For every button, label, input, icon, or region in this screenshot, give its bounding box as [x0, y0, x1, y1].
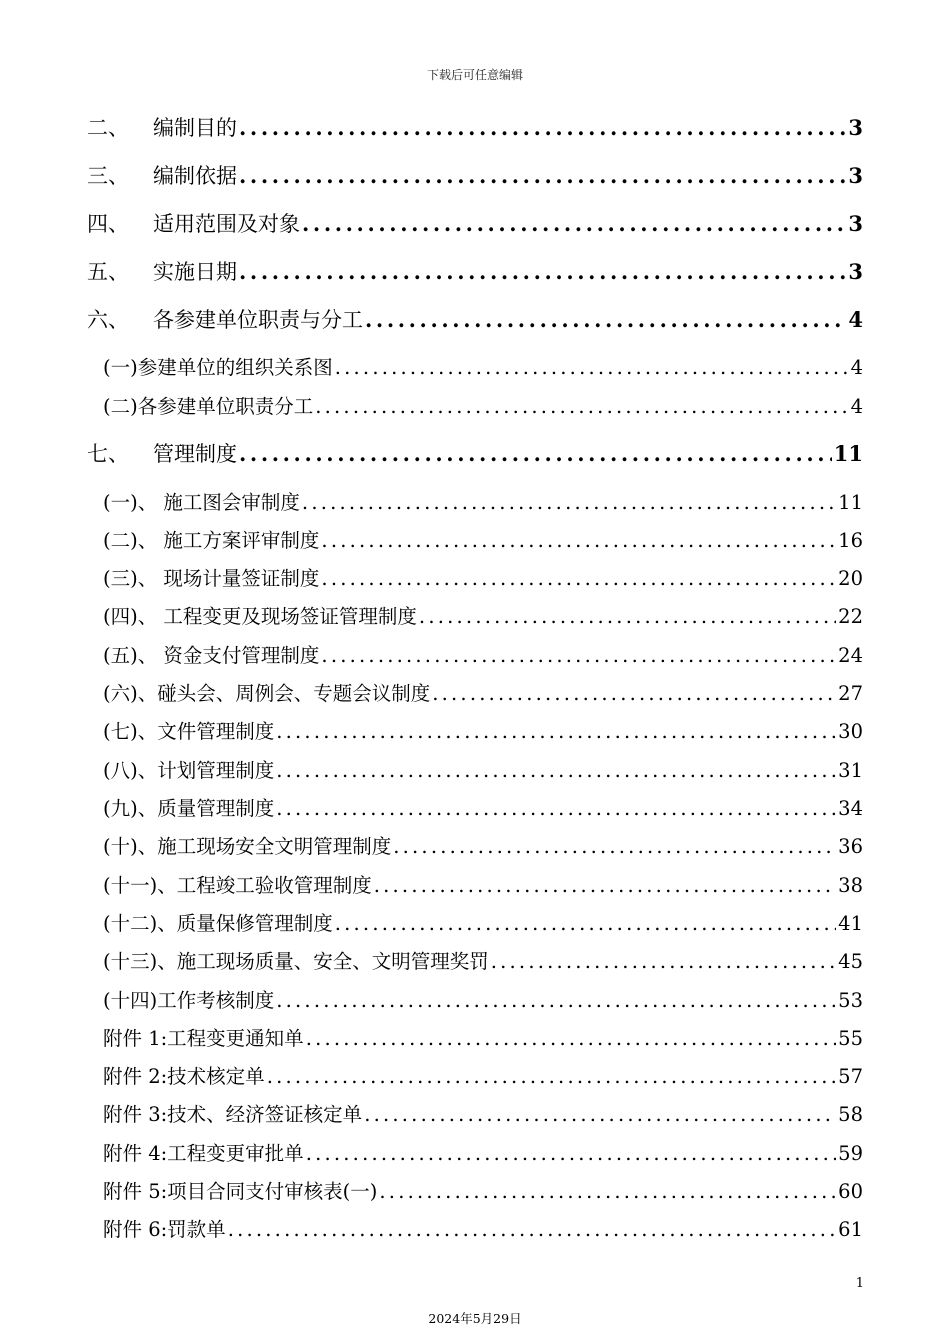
toc-entry-title: (二)各参建单位职责分工: [103, 395, 314, 418]
toc-entry-number: 二、: [87, 116, 129, 140]
toc-entry-title: (二)、 施工方案评审制度: [103, 529, 320, 552]
toc-leader-dots: [321, 567, 836, 590]
toc-leader-dots: [364, 1103, 836, 1126]
toc-leader-dots: [276, 759, 836, 782]
toc-leader-dots: [302, 491, 836, 514]
toc-entry-title: 编制依据: [153, 164, 237, 188]
toc-entry-title: 附件 1:工程变更通知单: [103, 1027, 304, 1050]
toc-entry-page: 58: [838, 1103, 863, 1126]
toc-leader-dots: [335, 912, 836, 935]
toc-entry[interactable]: [103, 755, 863, 783]
toc-entry-page: 4: [850, 395, 863, 418]
toc-entry-page: 38: [838, 874, 863, 897]
toc-leader-dots: [228, 1218, 836, 1241]
toc-entry-number: 七、: [87, 442, 129, 466]
toc-entry[interactable]: [87, 160, 863, 190]
footer-date: 2024年5月29日: [428, 1311, 522, 1326]
toc-entry[interactable]: [103, 946, 863, 974]
toc-entry-page: 22: [838, 605, 863, 628]
toc-entry-title: 编制目的: [153, 116, 237, 140]
toc-entry-page: 30: [838, 720, 863, 743]
toc-entry[interactable]: [103, 601, 863, 629]
toc-entry-title: 附件 5:项目合同支付审核表(一): [103, 1180, 378, 1203]
header-note: 下载后可任意编辑: [426, 68, 523, 82]
toc-entry[interactable]: [87, 208, 863, 238]
toc-entry[interactable]: [103, 1061, 863, 1089]
toc-leader-dots: [321, 644, 836, 667]
toc-entry-page: 57: [838, 1065, 863, 1088]
toc-leader-dots: [335, 356, 849, 379]
toc-entry-title: (一)、 施工图会审制度: [103, 491, 300, 514]
toc-entry[interactable]: [87, 304, 863, 334]
toc-entry-title: (十四)工作考核制度: [103, 989, 275, 1012]
toc-leader-dots: [374, 874, 836, 897]
toc-entry-page: 36: [838, 835, 863, 858]
toc-entry-number: 四、: [87, 212, 129, 236]
toc-leader-dots: [419, 605, 836, 628]
toc-entry-page: 55: [838, 1027, 863, 1050]
toc-entry-page: 3: [848, 115, 863, 140]
toc-entry-page: 20: [838, 567, 863, 590]
toc-entry-title: 适用范围及对象: [153, 212, 300, 236]
toc-entry-title: (九)、质量管理制度: [103, 797, 275, 820]
toc-leader-dots: [491, 950, 836, 973]
toc-entry[interactable]: [103, 678, 863, 706]
toc-entry[interactable]: [103, 870, 863, 898]
toc-entry-title: (十二)、质量保修管理制度: [103, 912, 333, 935]
toc-entry[interactable]: [87, 256, 863, 286]
toc-entry[interactable]: [103, 563, 863, 591]
toc-entry-page: 11: [833, 441, 863, 466]
toc-entry[interactable]: [103, 525, 863, 553]
toc-leader-dots: [365, 307, 846, 332]
toc-entry-page: 53: [838, 989, 863, 1012]
toc-entry-title: (一)参建单位的组织关系图: [103, 356, 333, 379]
toc-entry[interactable]: [87, 438, 863, 468]
toc-leader-dots: [393, 835, 836, 858]
toc-entry[interactable]: [103, 1138, 863, 1166]
toc-entry[interactable]: [103, 908, 863, 936]
toc-entry-title: (四)、 工程变更及现场签证管理制度: [103, 605, 417, 628]
toc-leader-dots: [306, 1027, 836, 1050]
toc-entry-page: 4: [848, 307, 863, 332]
toc-entry-number: 六、: [87, 308, 129, 332]
toc-entry-page: 31: [838, 759, 863, 782]
toc-entry-page: 3: [848, 163, 863, 188]
toc-leader-dots: [315, 395, 848, 418]
toc-leader-dots: [306, 1142, 836, 1165]
toc-leader-dots: [267, 1065, 836, 1088]
toc-entry[interactable]: [103, 831, 863, 859]
toc-leader-dots: [239, 115, 846, 140]
toc-entry-page: 60: [838, 1180, 863, 1203]
toc-entry-title: 附件 2:技术核定单: [103, 1065, 265, 1088]
toc-entry-page: 41: [838, 912, 863, 935]
toc-entry-page: 61: [838, 1218, 863, 1241]
toc-leader-dots: [239, 259, 846, 284]
toc-entry-page: 3: [848, 211, 863, 236]
toc-entry[interactable]: [103, 1214, 863, 1242]
toc-leader-dots: [276, 720, 836, 743]
toc-entry[interactable]: [103, 793, 863, 821]
toc-entry-title: 管理制度: [153, 442, 237, 466]
toc-entry-page: 24: [838, 644, 863, 667]
toc-entry-title: (十三)、施工现场质量、安全、文明管理奖罚: [103, 950, 489, 973]
toc-entry[interactable]: [87, 112, 863, 142]
toc-entry-page: 3: [848, 259, 863, 284]
toc-entry[interactable]: [103, 985, 863, 1013]
toc-entry[interactable]: [103, 352, 863, 380]
toc-entry[interactable]: [103, 1099, 863, 1127]
toc-leader-dots: [276, 989, 836, 1012]
toc-entry-title: 附件 4:工程变更审批单: [103, 1142, 304, 1165]
toc-entry-page: 4: [850, 356, 863, 379]
toc-entry[interactable]: [103, 391, 863, 419]
toc-entry[interactable]: [103, 640, 863, 668]
toc-entry-number: 三、: [87, 164, 129, 188]
toc-entry-title: (五)、 资金支付管理制度: [103, 644, 320, 667]
toc-entry[interactable]: [103, 487, 863, 515]
toc-entry-page: 16: [838, 529, 863, 552]
toc-entry[interactable]: [103, 1023, 863, 1051]
toc-entry-title: (六)、碰头会、周例会、专题会议制度: [103, 682, 431, 705]
toc-entry-title: 附件 3:技术、经济签证核定单: [103, 1103, 363, 1126]
toc-entry-title: (三)、 现场计量签证制度: [103, 567, 320, 590]
toc-entry-title: (七)、文件管理制度: [103, 720, 275, 743]
toc-entry-title: (十)、施工现场安全文明管理制度: [103, 835, 392, 858]
toc-entry-title: (十一)、工程竣工验收管理制度: [103, 874, 372, 897]
toc-leader-dots: [321, 529, 836, 552]
toc-leader-dots: [432, 682, 836, 705]
toc-entry-title: 实施日期: [153, 260, 237, 284]
toc-entry-page: 59: [838, 1142, 863, 1165]
toc-entry-page: 27: [838, 682, 863, 705]
toc-entry-title: (八)、计划管理制度: [103, 759, 275, 782]
toc-leader-dots: [302, 211, 846, 236]
toc-leader-dots: [239, 441, 832, 466]
toc-entry-page: 45: [838, 950, 863, 973]
toc-entry-page: 34: [838, 797, 863, 820]
toc-entry-page: 11: [838, 491, 863, 514]
toc-entry-number: 五、: [87, 260, 129, 284]
toc-leader-dots: [239, 163, 846, 188]
page-number: 1: [855, 1276, 864, 1291]
toc-entry-title: 附件 6:罚款单: [103, 1218, 226, 1241]
toc-leader-dots: [276, 797, 836, 820]
toc-entry[interactable]: [103, 1176, 863, 1204]
toc-leader-dots: [379, 1180, 836, 1203]
toc-entry-title: 各参建单位职责与分工: [153, 308, 363, 332]
toc-entry[interactable]: [103, 716, 863, 744]
